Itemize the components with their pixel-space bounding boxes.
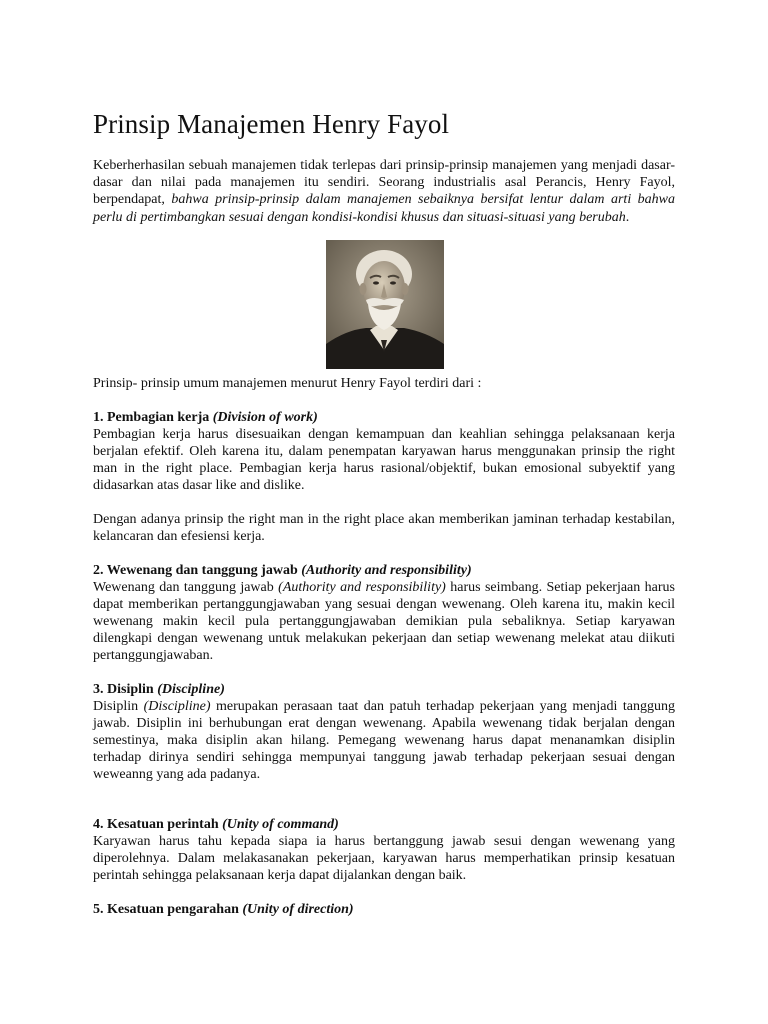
section-4-heading-text: 4. Kesatuan perintah <box>93 816 223 832</box>
section-4-paragraph: Karyawan harus tahu kepada siapa ia harus bertanggung jawab sesui dengan wewenang yang diperolehnya. Dalam melakasanakan pekerjaan, karyawan harus memperhatikan prinsip kesatuan perintah sehingga pelaksanaan kerja dapat dijalankan dengan baik. <box>93 833 675 883</box>
portrait-image <box>326 240 444 369</box>
section-3-paragraph <box>93 698 675 783</box>
page-title: Prinsip Manajemen Henry Fayol <box>93 109 450 139</box>
section-2-text-post: harus seimbang. Setiap pekerjaan harus dapat memberikan pertanggungjawaban yang sesuai dengan wewenang. Oleh karena itu, makin kecil wewenang makin kecil pula pertanggungjawaban demikian pula sebaliknya. Setiap karyawan dilengkapi dengan wewenang untuk melakukan pekerjaan dan setiap wewenang melekat atau diikuti pertanggungjawaban. <box>93 579 675 663</box>
section-1-paragraph-2: Dengan adanya prinsip the right man in the right place akan memberikan jaminan terhadap kestabilan, kelancaran dan efesiensi kerja. <box>93 511 675 544</box>
intro-text: Keberherhasilan sebuah manajemen tidak terlepas dari prinsip-prinsip manajemen yang menjadi dasar-dasar dan nilai pada manajemen itu sendiri. Seorang industrialis asal Perancis, Henry Fayol, berpendapat, <box>93 158 675 208</box>
section-1-heading-italic: (Division of work) <box>212 409 318 425</box>
section-1-heading-text: 1. Pembagian kerja <box>93 409 213 425</box>
section-2-paragraph <box>93 579 675 664</box>
section-2-heading-text: 2. Wewenang dan tanggung jawab <box>93 562 302 578</box>
section-1-paragraph-1: Pembagian kerja harus disesuaikan dengan kemampuan dan keahlian sehingga pelaksanaan kerja berjalan efektif. Oleh karena itu, dalam penempatan karyawan harus menggunakan prinsip the right man in the right place. Pembagian kerja harus rasional/objektif, bukan emosional subyektif yang didasarkan atas dasar like and dislike. <box>93 426 675 493</box>
section-1-heading <box>93 409 675 426</box>
section-5-heading-italic: (Unity of direction) <box>242 901 354 917</box>
lead-paragraph: Prinsip- prinsip umum manajemen menurut Henry Fayol terdiri dari : <box>93 375 482 391</box>
section-3-text-post: merupakan perasaan taat dan patuh terhadap pekerjaan yang menjadi tanggung jawab. Disiplin ini berhubungan erat dengan wewenang. Apabila wewenang tidak berjalan dengan semestinya, maka disiplin akan hilang. Pemegang wewenang harus dapat menanamkan disiplin terhadap dirinya sendiri sehingga mempunyai tanggung jawab terhadap pekerjaan sesuai dengan weweanng yang ada padanya. <box>93 698 675 782</box>
document-page <box>93 108 675 918</box>
section-4-heading-italic: (Unity of command) <box>222 816 339 832</box>
intro-italic-text: bahwa prinsip-prinsip dalam manajemen sebaiknya bersifat lentur dalam arti bahwa perlu di pertimbangkan sesuai dengan kondisi-kondisi khusus dan situasi-situasi yang berubah <box>93 192 675 225</box>
intro-end: . <box>625 209 630 225</box>
section-3-heading <box>93 681 675 698</box>
section-3-heading-italic: (Discipline) <box>157 681 225 697</box>
section-3-text-italic: (Discipline) <box>143 698 211 714</box>
section-2-heading <box>93 562 675 579</box>
section-3-text-pre: Disiplin <box>93 698 144 714</box>
henry-fayol-portrait <box>326 240 444 369</box>
section-3-heading-text: 3. Disiplin <box>93 681 158 697</box>
section-2-text-italic: (Authority and responsibility) <box>278 579 446 595</box>
section-2-text-pre: Wewenang dan tanggung jawab <box>93 579 279 595</box>
section-5-heading <box>93 901 675 918</box>
section-2-heading-italic: (Authority and responsibility) <box>301 562 472 578</box>
section-5-heading-text: 5. Kesatuan pengarahan <box>93 901 243 917</box>
section-4-heading <box>93 816 675 833</box>
intro-paragraph <box>93 157 675 226</box>
